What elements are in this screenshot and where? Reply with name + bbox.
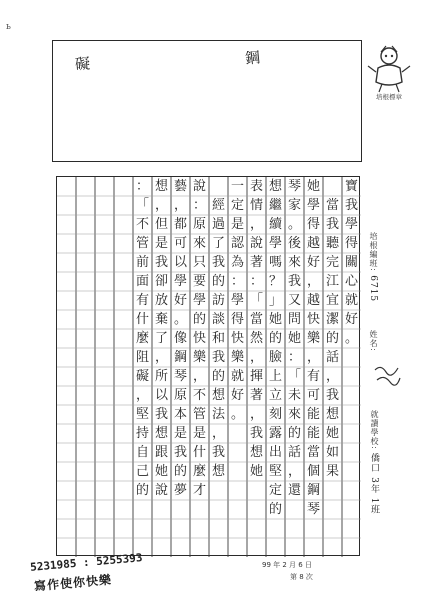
grid-character: 原: [173, 388, 187, 403]
grid-character: 好: [173, 293, 187, 308]
grid-character: ？: [268, 274, 282, 289]
grid-character: ，: [135, 388, 149, 403]
correction-word-1: 礙: [74, 54, 91, 74]
grid-character: 家: [287, 198, 301, 213]
school-value: 6715: [368, 275, 378, 303]
grid-character: 續: [268, 217, 282, 232]
grid-character: 經: [211, 198, 225, 213]
signature-scribble-icon: [372, 362, 402, 388]
grid-character: 管: [135, 236, 149, 251]
grid-character: ，: [249, 217, 263, 232]
grid-character: 樂: [192, 350, 206, 365]
grid-character: 一: [230, 179, 244, 194]
grid-character: 「: [287, 369, 301, 384]
grid-character: 我: [211, 445, 225, 460]
grid-character: 快: [306, 312, 320, 327]
grid-character: 「: [249, 293, 263, 308]
correction-box: [52, 40, 362, 162]
grid-character: 的: [173, 464, 187, 479]
grid-character: 能: [306, 426, 320, 441]
grid-character: ，: [306, 350, 320, 365]
grid-character: 前: [135, 255, 149, 270]
grid-character: 本: [173, 407, 187, 422]
grid-character: 樂: [230, 350, 244, 365]
grid-character: 學: [192, 293, 206, 308]
grid-character: 還: [287, 483, 301, 498]
grid-character: 想: [211, 464, 225, 479]
grid-character: 是: [230, 217, 244, 232]
footer-page-count: 第 8 次: [290, 573, 313, 581]
grid-character: 上: [268, 369, 282, 384]
grid-character: 越: [306, 236, 320, 251]
grid-character: 。: [344, 331, 358, 346]
grid-character: 學: [344, 217, 358, 232]
grid-character: 江: [325, 274, 339, 289]
grid-character: 臉: [268, 350, 282, 365]
grid-character: 越: [306, 293, 320, 308]
grid-character: 快: [192, 331, 206, 346]
grid-character: 我: [287, 274, 301, 289]
grid-character: 話: [325, 350, 339, 365]
grid-character: 學: [268, 236, 282, 251]
grid-character: 棄: [154, 312, 168, 327]
grid-character: 心: [344, 274, 358, 289]
grid-character: 樂: [306, 331, 320, 346]
grid-character: 著: [249, 255, 263, 270]
grid-character: 的: [268, 502, 282, 517]
grid-character: 我: [154, 255, 168, 270]
grid-character: ：: [135, 179, 149, 194]
grid-character: ：: [249, 274, 263, 289]
grid-character: 我: [173, 445, 187, 460]
grid-character: 為: [230, 255, 244, 270]
grid-character: 談: [211, 312, 225, 327]
grid-character: 來: [287, 407, 301, 422]
grid-character: 法: [211, 407, 225, 422]
writing-grid: [56, 176, 360, 556]
corner-mark: ь: [6, 22, 11, 32]
grid-character: 說: [154, 483, 168, 498]
attend-label: 就讀學校: 僑口 3年 1班: [369, 410, 379, 515]
grid-character: 什: [192, 445, 206, 460]
grid-character: 聽: [325, 236, 339, 251]
grid-character: 堅: [268, 464, 282, 479]
grid-character: ，: [154, 198, 168, 213]
grid-character: 我: [325, 388, 339, 403]
grid-character: 才: [192, 483, 206, 498]
grid-character: 都: [173, 217, 187, 232]
grid-character: 有: [306, 369, 320, 384]
grid-character: 。: [173, 312, 187, 327]
grid-character: 當: [325, 198, 339, 213]
grid-character: ：: [287, 350, 301, 365]
grid-character: 我: [211, 255, 225, 270]
school-label: 培根編班: 6715: [368, 232, 378, 303]
grid-character: 放: [154, 293, 168, 308]
grid-character: 的: [287, 426, 301, 441]
grid-character: 可: [306, 388, 320, 403]
grid-character: 我: [154, 407, 168, 422]
grid-character: 認: [230, 236, 244, 251]
grid-character: 麼: [192, 464, 206, 479]
grid-character: 說: [249, 236, 263, 251]
grid-character: 是: [192, 426, 206, 441]
grid-character: 的: [192, 312, 206, 327]
grid-character: 就: [230, 369, 244, 384]
grid-character: 我: [344, 198, 358, 213]
grid-character: 定: [268, 483, 282, 498]
grid-character: 當: [249, 312, 263, 327]
grid-character: 要: [192, 274, 206, 289]
grid-character: 琴: [173, 369, 187, 384]
grid-character: 露: [268, 426, 282, 441]
grid-character: 和: [211, 331, 225, 346]
grid-character: ，: [154, 350, 168, 365]
grid-character: 宜: [325, 293, 339, 308]
grid-character: 好: [230, 388, 244, 403]
grid-character: 阻: [135, 350, 149, 365]
grid-character: 以: [173, 255, 187, 270]
grid-character: 了: [211, 236, 225, 251]
grid-character: 來: [287, 255, 301, 270]
grid-character: 麼: [135, 331, 149, 346]
grid-character: 繼: [268, 198, 282, 213]
attend-value: 僑口 3年 1班: [369, 453, 379, 515]
grid-character: 個: [306, 464, 320, 479]
grid-character: 有: [135, 293, 149, 308]
grid-character: 。: [230, 407, 244, 422]
grid-character: 原: [192, 217, 206, 232]
grid-character: 揮: [249, 369, 263, 384]
grid-character: 想: [325, 407, 339, 422]
grid-character: 著: [249, 388, 263, 403]
grid-character: 好: [306, 255, 320, 270]
grid-character: 的: [325, 331, 339, 346]
grid-character: 能: [306, 407, 320, 422]
grid-character: 想: [154, 426, 168, 441]
grid-character: 跟: [154, 445, 168, 460]
grid-character: 刻: [268, 407, 282, 422]
grid-character: 的: [211, 274, 225, 289]
grid-character: 得: [230, 312, 244, 327]
grid-character: 得: [306, 217, 320, 232]
grid-character: 她: [306, 179, 320, 194]
grid-character: 但: [154, 217, 168, 232]
grid-character: 嗎: [268, 255, 282, 270]
grid-character: 「: [135, 198, 149, 213]
grid-character: 學: [173, 274, 187, 289]
grid-character: 如: [325, 445, 339, 460]
grid-character: 出: [268, 445, 282, 460]
grid-character: ，: [249, 350, 263, 365]
grid-character: 後: [287, 236, 301, 251]
grid-character: ：: [192, 198, 206, 213]
name-label: 姓名:: [369, 330, 378, 352]
grid-character: 來: [192, 236, 206, 251]
mascot-logo-icon: [364, 42, 414, 98]
grid-character: 完: [325, 255, 339, 270]
grid-character: 可: [173, 236, 187, 251]
grid-character: 的: [135, 483, 149, 498]
grid-character: 夢: [173, 483, 187, 498]
grid-character: 己: [135, 464, 149, 479]
grid-character: 了: [154, 331, 168, 346]
grid-character: 鋼: [173, 350, 187, 365]
grid-character: 過: [211, 217, 225, 232]
grid-character: 藝: [173, 179, 187, 194]
grid-character: 琴: [306, 502, 320, 517]
grid-character: ：: [230, 274, 244, 289]
grid-character: 。: [287, 217, 301, 232]
grid-character: 面: [135, 274, 149, 289]
grid-character: 定: [230, 198, 244, 213]
grid-character: 像: [173, 331, 187, 346]
grid-character: 只: [192, 255, 206, 270]
grid-character: 說: [192, 179, 206, 194]
grid-character: 立: [268, 388, 282, 403]
grid-character: 學: [230, 293, 244, 308]
grid-character: 」: [268, 293, 282, 308]
grid-character: ，: [173, 198, 187, 213]
grid-character: 話: [287, 445, 301, 460]
grid-character: 的: [211, 369, 225, 384]
grid-character: 是: [173, 426, 187, 441]
grid-character: ，: [325, 369, 339, 384]
footer-slogan: 寫作使你快樂: [33, 572, 113, 594]
grid-character: 我: [325, 217, 339, 232]
grid-character: ，: [306, 274, 320, 289]
grid-character: ，: [211, 426, 225, 441]
grid-character: 快: [230, 331, 244, 346]
grid-character: ，: [192, 369, 206, 384]
grid-character: 就: [344, 293, 358, 308]
grid-character: 她: [268, 312, 282, 327]
grid-character: 想: [268, 179, 282, 194]
grid-character: 是: [154, 236, 168, 251]
grid-character: 她: [325, 426, 339, 441]
grid-character: 自: [135, 445, 149, 460]
grid-character: 所: [154, 369, 168, 384]
grid-character: 情: [249, 198, 263, 213]
grid-character: 鋼: [306, 483, 320, 498]
grid-character: 寶: [344, 179, 358, 194]
logo-caption: 培根標章: [376, 93, 402, 101]
grid-character: 問: [287, 312, 301, 327]
grid-character: 想: [211, 388, 225, 403]
grid-character: 我: [211, 350, 225, 365]
grid-character: 表: [249, 179, 263, 194]
grid-character: 訪: [211, 293, 225, 308]
correction-word-2: 鋼: [244, 48, 261, 68]
grid-character: 好: [344, 312, 358, 327]
grid-character: 學: [306, 198, 320, 213]
grid-character: 我: [249, 426, 263, 441]
grid-character: 想: [249, 445, 263, 460]
grid-character: 持: [135, 426, 149, 441]
grid-character: 管: [192, 407, 206, 422]
footer-phone-codes: 5231985 : 5255393: [29, 551, 143, 574]
grid-character: 她: [154, 464, 168, 479]
grid-character: 卻: [154, 274, 168, 289]
grid-character: 又: [287, 293, 301, 308]
grid-character: 得: [344, 236, 358, 251]
grid-character: 她: [287, 331, 301, 346]
grid-character: 什: [135, 312, 149, 327]
grid-character: 不: [192, 388, 206, 403]
grid-character: 未: [287, 388, 301, 403]
grid-character: ，: [287, 464, 301, 479]
footer-date: 99 年 2 月 6 日: [262, 561, 312, 569]
grid-character: 以: [154, 388, 168, 403]
grid-character: 關: [344, 255, 358, 270]
grid-character: 礙: [135, 369, 149, 384]
grid-character: 然: [249, 331, 263, 346]
grid-character: 想: [154, 179, 168, 194]
grid-character: 不: [135, 217, 149, 232]
grid-character: 琴: [287, 179, 301, 194]
grid-character: 果: [325, 464, 339, 479]
grid-character: 她: [249, 464, 263, 479]
grid-character: 潔: [325, 312, 339, 327]
grid-character: ，: [249, 407, 263, 422]
grid-character: 堅: [135, 407, 149, 422]
grid-character: 當: [306, 445, 320, 460]
grid-character: 的: [268, 331, 282, 346]
